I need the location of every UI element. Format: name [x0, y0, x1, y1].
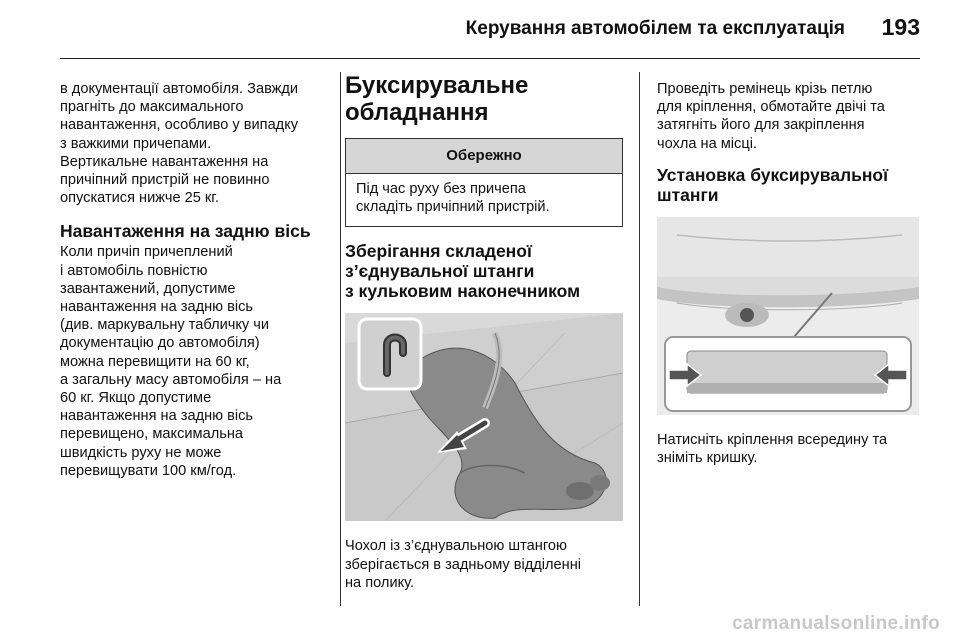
header-divider — [60, 58, 920, 59]
caution-title: Обережно — [346, 139, 622, 174]
watermark-logo: carmanualsonline.info — [732, 613, 940, 634]
column-divider-1 — [340, 72, 341, 606]
illustration-cover-removal — [657, 217, 919, 415]
page-header — [60, 14, 920, 48]
paragraph-strap: Проведіть ремінець крізь петлю для кріплення, обмотайте двічі та затягніть його для закріплення чохла на місці. — [657, 81, 885, 152]
section-title-towing-equipment: Буксирувальне обладнання — [345, 72, 529, 126]
caution-box — [345, 138, 623, 227]
column-middle — [345, 72, 625, 592]
illustration-bag-storage — [345, 313, 623, 521]
column-divider-2 — [639, 72, 640, 606]
paragraph-rear-axle-load: Коли причіп причеплений і автомобіль повністю завантажений, допустиме навантаження на задню вісь (див. маркувальну табличку чи документацію до автомобіля) можна перевищити на 60 кг, а загальну масу автомобіля – на 60 кг. Якщо допустиме навантаження на задню вісь перевищено, максимальна швидкість руху не може перевищувати 100 км/год. — [60, 244, 282, 479]
caution-text: Під час руху без причепа складіть причіпний пристрій. — [356, 181, 550, 216]
chapter-title: Керування автомобілем та експлуатація — [465, 18, 845, 39]
caption-bag-storage: Чохол із з’єднувальною штангою зберігається в задньому відділенні на полику. — [345, 538, 582, 591]
cover-removal-drawing — [657, 217, 919, 415]
heading-rear-axle-load: Навантаження на задню вісь — [60, 221, 311, 242]
page-number: 193 — [881, 14, 920, 40]
heading-bar-installation: Установка буксирувальної штанги — [657, 164, 889, 205]
column-left — [60, 72, 330, 480]
caption-cover-removal: Натисніть кріплення всередину та зніміть кришку. — [657, 431, 888, 467]
heading-storage: Зберігання складеної з’єднувальної штанги з кульковим наконечником — [345, 241, 581, 302]
bag-storage-drawing — [345, 313, 623, 521]
paragraph-hitch-load: в документації автомобіля. Завжди прагніть до максимального навантаження, особливо у випадку з важкими причепами. Вертикальне навантаження на причіпний пристрій не повинно опускатися нижче 25 кг. — [60, 81, 299, 207]
column-right — [657, 72, 922, 467]
